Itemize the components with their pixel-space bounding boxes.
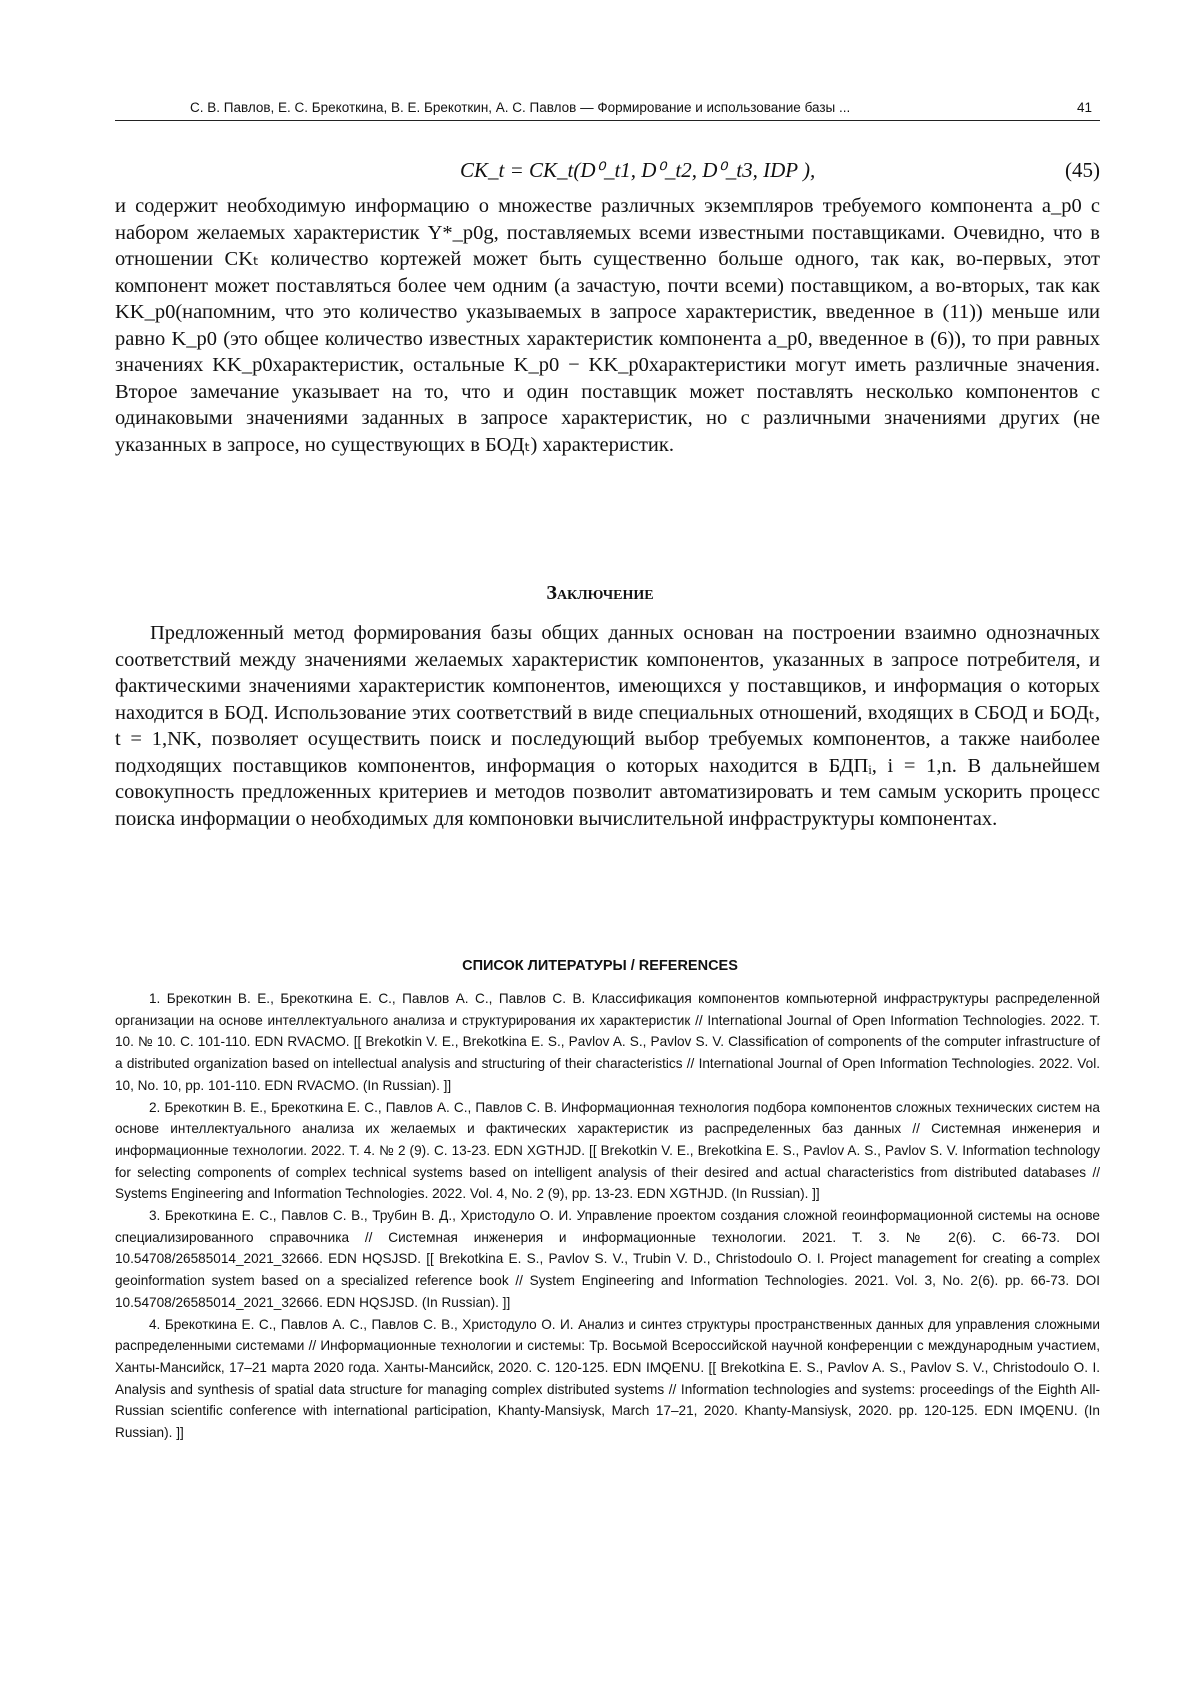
paragraph-conclusion: Предложенный метод формирования базы общих данных основан на построении взаимно однозначных соответствий между значениями желаемых характеристик компонентов, указанных в запросе потребителя, и фактическими значениями характеристик компонентов, имеющихся у поставщиков, и информация о которых находится в БОД. Использование этих соответствий в виде специальных отношений, входящих в СБОД и БОДₜ, t = 1,NK, позволяет осуществить поиск и последующий выбор требуемых компонентов, а также наиболее подходящих поставщиков компонентов, информация о которых находится в БДПᵢ, i = 1,n. В дальнейшем совокупность предложенных критериев и методов позволит автоматизировать и тем самым ускорить процесс поиска информации о необходимых для компоновки вычислительной инфраструктуры компонентах. [115, 622, 1100, 830]
page-number: 41 [1076, 100, 1092, 115]
header-authors-title: С. В. Павлов, Е. С. Брекоткина, В. Е. Брекоткин, А. С. Павлов — Формирование и использование базы ... [190, 100, 851, 115]
references-list [115, 988, 1100, 1444]
references-title: СПИСОК ЛИТЕРАТУРЫ / REFERENCES [462, 958, 738, 974]
reference-item: 2. Брекоткин В. Е., Брекоткина Е. С., Павлов А. С., Павлов С. В. Информационная технология подбора компонентов сложных технических систем на основе интеллектуального анализа их желаемых и фактических характеристик из распределенных баз данных // Системная инженерия и информационные технологии. 2022. Т. 4. № 2 (9). С. 13-23. EDN XGTHJD. [[ Brekotkin V. E., Brekotkina E. S., Pavlov A. S., Pavlov S. V. Information technology for selecting components of complex technical systems based on intelligent analysis of their desired and actual characteristics from distributed databases // Systems Engineering and Information Technologies. 2022. Vol. 4, No. 2 (9), pp. 13-23. EDN XGTHJD. (In Russian). ]] [115, 1099, 1100, 1202]
reference-item: 3. Брекоткина Е. С., Павлов С. В., Трубин В. Д., Христодуло О. И. Управление проектом создания сложной геоинформационной системы на основе специализированного справочника // Системная инженерия и информационные технологии. 2021. Т. 3. № 2(6). С. 66-73. DOI 10.54708/26585014_2021_32666. EDN HQSJSD. [[ Brekotkina E. S., Pavlov S. V., Trubin V. D., Christodoulo O. I. Project management for creating a complex geoinformation system based on a specialized reference book // System Engineering and Information Technologies. 2021. Vol. 3, No. 2(6). pp. 66-73. DOI 10.54708/26585014_2021_32666. EDN HQSJSD. (In Russian). ]] [115, 1208, 1100, 1310]
equation-number: (45) [1065, 158, 1100, 182]
section-title-conclusion: Заключение [546, 582, 654, 604]
running-header [115, 98, 1100, 121]
paragraph-continuation: и содержит необходимую информацию о множестве различных экземпляров требуемого компонента a_p0 с набором желаемых характеристик Y*_p0g, поставляемых всеми известными поставщиками. Очевидно, что в отношении CKₜ количество кортежей может быть существенно больше одного, так как, во-первых, этот компонент может поставляться более чем одним (а зачастую, почти всеми) поставщиком, а во-вторых, так как KK_p0(напомним, что это количество указываемых в запросе характеристик, введенное в (11)) меньше или равно K_p0 (это общее количество известных характеристик компонента a_p0, введенное в (6)), то при равных значениях KK_p0характеристик, остальные K_p0 − KK_p0характеристики могут иметь различные значения. Второе замечание указывает на то, что и один поставщик может поставлять несколько компонентов с одинаковыми значениями заданных в запросе характеристик, но с различными значениями других (не указанных в запросе, но существующих в БОДₜ) характеристик. [115, 195, 1100, 456]
reference-item: 4. Брекоткина Е. С., Павлов А. С., Павлов С. В., Христодуло О. И. Анализ и синтез структуры пространственных данных для управления сложными распределенными системами // Информационные технологии и системы: Тр. Восьмой Всероссийской научной конференции с международным участием, Ханты-Мансийск, 17–21 марта 2020 года. Ханты-Мансийск, 2020. С. 120-125. EDN IMQENU. [[ Brekotkina E. S., Pavlov A. S., Pavlov S. V., Christodoulo O. I. Analysis and synthesis of spatial data structure for managing complex distributed systems // Information technologies and systems: proceedings of the Eighth All-Russian scientific conference with international participation, Khanty-Mansiysk, March 17–21, 2020. Khanty-Mansiysk, 2020. pp. 120-125. EDN IMQENU. (In Russian). ]] [115, 1316, 1100, 1441]
reference-item: 1. Брекоткин В. Е., Брекоткина Е. С., Павлов А. С., Павлов С. В. Классификация компонентов компьютерной инфраструктуры распределенной организации на основе интеллектуального анализа и структурирования их характеристик // International Journal of Open Information Technologies. 2022. Т. 10. № 10. С. 101-110. EDN RVACMO. [[ Brekotkin V. E., Brekotkina E. S., Pavlov A. S., Pavlov S. V. Classification of components of the computer infrastructure of a distributed organization based on intellectual analysis and structuring of their characteristics // International Journal of Open Information Technologies. 2022. Vol. 10, No. 10, pp. 101-110. EDN RVACMO. (In Russian). ]] [115, 991, 1100, 1093]
equation-expression: CK_t = CK_t(D⁰_t1, D⁰_t2, D⁰_t3, IDP ), [460, 158, 816, 182]
equation-45 [115, 158, 1100, 188]
